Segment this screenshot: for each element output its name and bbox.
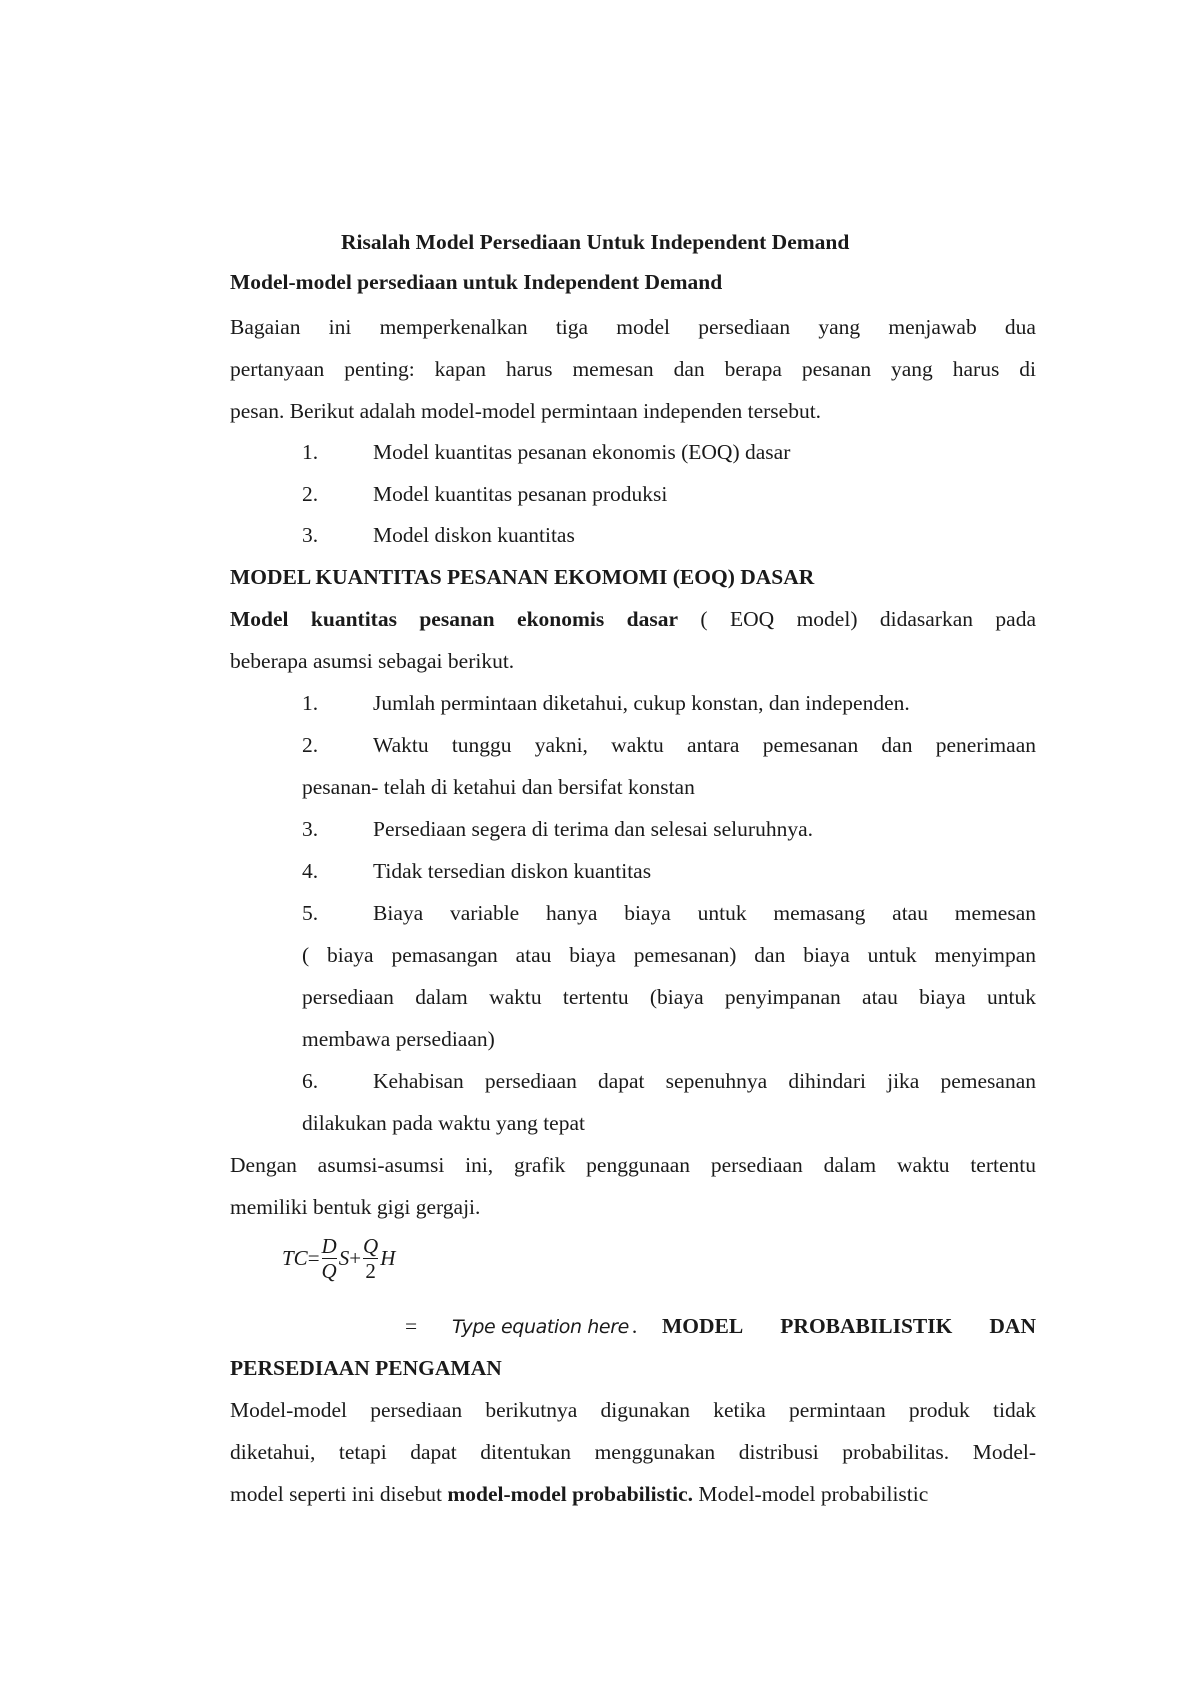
intro-word: Bagaian [230, 315, 301, 339]
probabilistic-para-line-1: Model-model persediaan berikutnya digunakan ketika permintaan produk tidak [230, 1398, 1036, 1422]
probabilistic-para-line-2: diketahui, tetapi dapat ditentukan menggunakan distribusi probabilitas. Model- [230, 1440, 1036, 1464]
assumption-continuation: membawa persediaan) [302, 1027, 495, 1051]
eoq-lead-line-2: beberapa asumsi sebagai berikut. [230, 649, 515, 673]
section-heading-eoq: MODEL KUANTITAS PESANAN EKOMOMI (EOQ) DASAR [230, 565, 815, 589]
list-number: 4. [302, 859, 319, 883]
heading-word: MODEL [662, 1314, 744, 1338]
fraction-numerator: Q [363, 1234, 379, 1258]
para-text: Model-model probabilistic [693, 1482, 929, 1506]
assumption-item [302, 725, 1036, 767]
model-list-item [302, 432, 790, 474]
eoq-lead-bold: Model kuantitas pesanan ekonomis dasar [230, 607, 679, 631]
intro-word: ini [328, 315, 352, 339]
list-text: Model diskon kuantitas [373, 523, 575, 547]
intro-word: persediaan [698, 315, 791, 339]
list-number: 1. [302, 440, 319, 464]
list-number: 3. [302, 817, 319, 841]
list-text: Waktu tunggu yakni, waktu antara pemesanan dan penerimaan [373, 733, 1036, 757]
para-text: model seperti ini disebut [230, 1482, 448, 1506]
page-title: Risalah Model Persediaan Untuk Independent Demand [341, 230, 850, 254]
list-text: Biaya variable hanya biaya untuk memasang atau memesan [373, 901, 1036, 925]
assumption-item [302, 809, 813, 851]
formula-equals: = [307, 1246, 320, 1270]
list-text: Kehabisan persediaan dapat sepenuhnya dihindari jika pemesanan [373, 1069, 1036, 1093]
assumption-item [302, 1061, 1036, 1103]
model-list-item [302, 474, 667, 516]
intro-word: memperkenalkan [379, 315, 528, 339]
heading-word: PROBABILISTIK [780, 1314, 953, 1338]
intro-word: yang [818, 315, 861, 339]
intro-line-3: pesan. Berikut adalah model-model permintaan independen tersebut. [230, 399, 822, 423]
fraction-d-over-q [322, 1234, 337, 1283]
section-subtitle: Model-model persediaan untuk Independent Demand [230, 270, 723, 294]
assumption-item [302, 683, 910, 725]
list-text: Persediaan segera di terima dan selesai seluruhnya. [373, 817, 813, 841]
formula-plus: + [349, 1246, 362, 1270]
intro-word: model [616, 315, 671, 339]
list-text: Tidak tersedian diskon kuantitas [373, 859, 652, 883]
intro-word: tiga [555, 315, 589, 339]
eoq-lead-line-1 [230, 599, 1036, 641]
list-number: 5. [302, 901, 319, 925]
section-heading-probabilistic-cont: PERSEDIAAN PENGAMAN [230, 1356, 502, 1380]
para-bold-term: model-model probabilistic. [447, 1482, 694, 1506]
equation-placeholder-text: Type equation here [452, 1316, 629, 1338]
assumption-item [302, 851, 651, 893]
after-assumptions-line-2: memiliki bentuk gigi gergaji. [230, 1195, 481, 1219]
assumption-continuation: dilakukan pada waktu yang tepat [302, 1111, 585, 1135]
fraction-numerator: D [321, 1234, 337, 1258]
fraction-denominator: 2 [365, 1259, 376, 1283]
assumption-continuation: ( biaya pemasangan atau biaya pemesanan) dan biaya untuk menyimpan [302, 943, 1036, 967]
section-heading-probabilistic [662, 1306, 1036, 1348]
fraction-q-over-2 [363, 1234, 378, 1283]
formula-lhs: TC [282, 1246, 308, 1270]
list-text: Model kuantitas pesanan ekonomis (EOQ) dasar [373, 440, 791, 464]
list-number: 6. [302, 1069, 319, 1093]
tc-formula [282, 1234, 395, 1283]
probabilistic-para-line-3 [230, 1474, 928, 1516]
equation-placeholder[interactable] [452, 1306, 637, 1349]
intro-word: dua [1004, 315, 1036, 339]
heading-word: DAN [989, 1314, 1036, 1338]
intro-line-1 [230, 307, 1036, 349]
list-number: 2. [302, 733, 319, 757]
fraction-denominator: Q [321, 1259, 337, 1283]
list-text: Jumlah permintaan diketahui, cukup konstan, dan independen. [373, 691, 910, 715]
list-number: 2. [302, 482, 319, 506]
formula-s: S [338, 1246, 350, 1270]
assumption-item [302, 893, 1036, 935]
list-number: 3. [302, 523, 319, 547]
intro-word: menjawab [888, 315, 977, 339]
model-list-item [302, 515, 575, 557]
intro-line-2: pertanyaan penting: kapan harus memesan dan berapa pesanan yang harus di [230, 357, 1036, 381]
equation-dot: . [631, 1314, 638, 1338]
list-number: 1. [302, 691, 319, 715]
after-assumptions-line-1: Dengan asumsi-asumsi ini, grafik penggunaan persediaan dalam waktu tertentu [230, 1153, 1036, 1177]
assumption-continuation: pesanan- telah di ketahui dan bersifat konstan [302, 775, 695, 799]
assumption-continuation: persediaan dalam waktu tertentu (biaya penyimpanan atau biaya untuk [302, 985, 1036, 1009]
list-text: Model kuantitas pesanan produksi [373, 482, 668, 506]
eoq-lead-rest: ( EOQ model) didasarkan pada [700, 607, 1036, 631]
equals-sign: = [405, 1314, 418, 1338]
formula-h: H [380, 1246, 396, 1270]
